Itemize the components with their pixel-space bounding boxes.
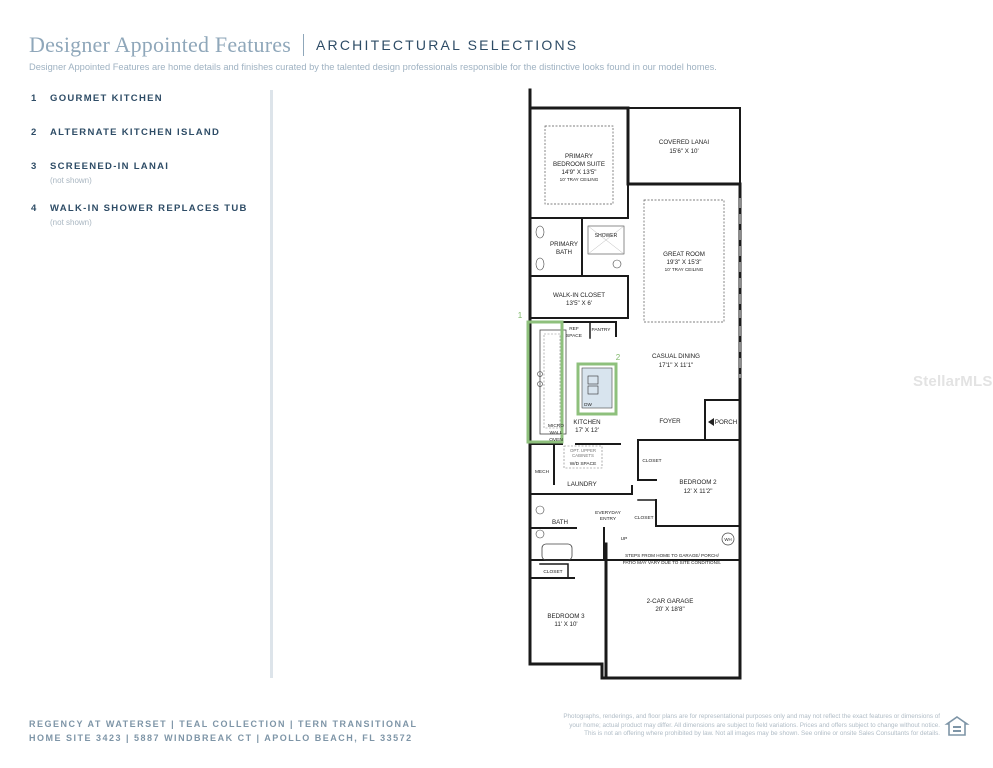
feature-note: (not shown) bbox=[50, 218, 92, 227]
footer-address bbox=[29, 717, 418, 745]
label-garage: 2-CAR GARAGE bbox=[646, 598, 694, 605]
label-oven: OVEN bbox=[549, 438, 563, 443]
feature-number: 1 bbox=[31, 93, 38, 104]
dims-garage: 20' X 18'8" bbox=[655, 606, 685, 613]
label-everyday-entry-2: ENTRY bbox=[599, 517, 617, 522]
label-laundry: LAUNDRY bbox=[567, 481, 597, 488]
label-bedroom3: BEDROOM 3 bbox=[547, 613, 585, 620]
page-header bbox=[29, 32, 578, 58]
note-primary-suite: 10' TRAY CEILING bbox=[559, 177, 599, 182]
label-steps-note-2: PATIO MAY VARY DUE TO SITE CONDITIONS. bbox=[622, 560, 722, 565]
feature-label: WALK-IN SHOWER REPLACES TUB bbox=[50, 203, 248, 214]
feature-number: 4 bbox=[31, 203, 38, 214]
label-closet-bedroom2: CLOSET bbox=[642, 459, 662, 464]
feature-item bbox=[31, 127, 261, 138]
dims-bedroom3: 11' X 10' bbox=[554, 621, 578, 628]
label-mech: MECH bbox=[534, 470, 550, 475]
label-great-room: GREAT ROOM bbox=[663, 251, 705, 258]
title-divider bbox=[303, 34, 304, 56]
feature-list bbox=[31, 93, 261, 250]
equal-housing-icon bbox=[946, 716, 968, 736]
label-primary-bath-2: BATH bbox=[555, 249, 573, 256]
footer-line-1: REGENCY AT WATERSET | TEAL COLLECTION | TERN TRANSITIONAL bbox=[29, 719, 418, 729]
feature-label: SCREENED-IN LANAI bbox=[50, 161, 170, 172]
label-ref-space-2: SPACE bbox=[566, 334, 582, 339]
footer-line-2: HOME SITE 3423 | 5887 WINDBREAK CT | APOLLO BEACH, FL 33572 bbox=[29, 733, 413, 743]
disclaimer-line-3: This is not an offering where prohibited by law. Not all images may be shown. See online or onsite Sales Consultants for details. bbox=[584, 730, 940, 738]
label-primary-suite-1: PRIMARY bbox=[564, 153, 594, 160]
label-wh: WH bbox=[724, 537, 732, 542]
label-wd-space: W/D SPACE bbox=[569, 462, 597, 467]
label-covered-lanai: COVERED LANAI bbox=[658, 139, 710, 146]
note-great-room: 10' TRAY CEILING bbox=[664, 267, 704, 272]
feature-number: 3 bbox=[31, 161, 38, 172]
label-everyday-entry-1: EVERYDAY bbox=[595, 511, 621, 516]
feature-item bbox=[31, 93, 261, 104]
feature-note: (not shown) bbox=[50, 176, 92, 185]
vertical-divider bbox=[270, 90, 273, 678]
label-foyer: FOYER bbox=[659, 418, 681, 425]
disclaimer-line-2: your home; actual product may differ. All dimensions are subject to field variations. Prices and offers subject to change without notice. bbox=[569, 721, 940, 729]
dims-great-room: 19'3" X 15'3" bbox=[666, 259, 702, 266]
intro-text: Designer Appointed Features are home details and finishes curated by the talented design professionals responsible for the distinctive looks found in our model homes. bbox=[29, 62, 717, 72]
page-subtitle: ARCHITECTURAL SELECTIONS bbox=[316, 37, 579, 53]
footer-disclaimer bbox=[495, 713, 940, 739]
label-bath: BATH bbox=[551, 519, 569, 526]
label-walkin-closet: WALK-IN CLOSET bbox=[552, 292, 606, 299]
feature-item bbox=[31, 161, 261, 185]
label-closet-entry: CLOSET bbox=[634, 516, 654, 521]
dims-bedroom2: 12' X 11'2" bbox=[683, 488, 713, 495]
label-kitchen: KITCHEN bbox=[573, 419, 601, 426]
feature-label: ALTERNATE KITCHEN ISLAND bbox=[50, 127, 221, 138]
label-wall: WALL bbox=[549, 431, 563, 436]
label-opt-upper-1: OPT. UPPER bbox=[569, 448, 597, 453]
label-ref-space-1: REF bbox=[569, 327, 579, 332]
feature-number: 2 bbox=[31, 127, 38, 138]
label-closet-bedroom3: CLOSET bbox=[543, 570, 563, 575]
label-casual-dining: CASUAL DINING bbox=[652, 353, 700, 360]
feature-item bbox=[31, 203, 261, 227]
dims-covered-lanai: 15'6" X 10' bbox=[669, 148, 699, 155]
callout-number-1: 1 bbox=[517, 311, 523, 320]
label-up: UP bbox=[620, 537, 628, 542]
label-dw: DW bbox=[584, 402, 592, 407]
label-bedroom2: BEDROOM 2 bbox=[679, 479, 717, 486]
dims-primary-suite: 14'9" X 13'5" bbox=[561, 169, 597, 176]
dims-casual-dining: 17'1" X 11'1" bbox=[658, 362, 694, 369]
label-primary-suite-2: BEDROOM SUITE bbox=[553, 161, 605, 168]
label-shower: SHOWER bbox=[594, 233, 618, 239]
label-pantry: PANTRY bbox=[591, 328, 611, 333]
label-steps-note-1: STEPS FROM HOME TO GARAGE/ PORCH/ bbox=[625, 553, 719, 558]
label-porch: PORCH bbox=[714, 419, 738, 426]
mls-watermark: StellarMLS bbox=[913, 373, 993, 390]
dims-kitchen: 17' X 12' bbox=[575, 427, 599, 434]
disclaimer-line-1: Photographs, renderings, and floor plans are for representational purposes only and may not reflect the exact features or dimensions of bbox=[563, 713, 940, 720]
feature-label: GOURMET KITCHEN bbox=[50, 93, 163, 104]
floor-plan bbox=[517, 88, 750, 682]
dims-walkin-closet: 13'5" X 6' bbox=[566, 300, 592, 307]
label-primary-bath-1: PRIMARY bbox=[549, 241, 579, 248]
label-micro: MICRO bbox=[548, 424, 564, 429]
page-title: Designer Appointed Features bbox=[29, 32, 292, 57]
callout-number-2: 2 bbox=[615, 353, 621, 362]
label-opt-upper-2: CABINETS bbox=[572, 453, 594, 458]
